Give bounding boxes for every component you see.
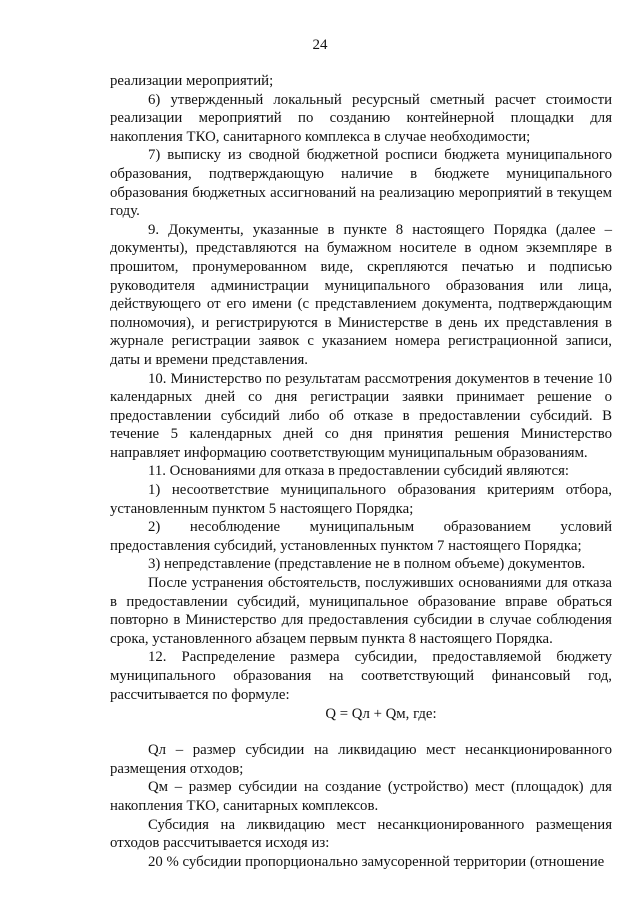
document-body (110, 72, 612, 871)
definition-qm: Qм – размер субсидии на создание (устройство) мест (площадок) для накопления ТКО, санитарных комплексов. (110, 779, 612, 814)
paragraph-item-6: 6) утвержденный локальный ресурсный сметный расчет стоимости реализации мероприятий по созданию контейнерной площадки для накопления ТКО, санитарного комплекса в случае необходимости; (110, 91, 612, 145)
paragraph-refusal-2: 2) несоблюдение муниципальным образованием условий предоставления субсидий, установленных пунктом 7 настоящего Порядка; (110, 519, 612, 554)
paragraph-section-11: 11. Основаниями для отказа в предоставлении субсидий являются: (148, 463, 570, 480)
page-number: 24 (312, 37, 328, 53)
paragraph-twenty-percent: 20 % субсидии пропорционально замусоренной территории (отношение (148, 853, 605, 870)
paragraph-reapply: После устранения обстоятельств, послуживших основаниями для отказа в предоставлении субсидий, муниципальное образование вправе обраться повторно в Министерство для предоставления субсидии в случае соблюдения срока, установленного абзацем первым пункта 8 настоящего Порядка. (110, 575, 612, 647)
definition-ql: Qл – размер субсидии на ликвидацию мест несанкционированного размещения отходов; (110, 742, 612, 777)
paragraph-refusal-3: 3) непредставление (представление не в полном объеме) документов. (148, 556, 586, 573)
paragraph-continuation: реализации мероприятий; (110, 73, 274, 89)
paragraph-item-7: 7) выписку из сводной бюджетной росписи бюджета муниципального образования, подтверждающую наличие в бюджете муниципального образования бюджетных ассигнований на реализацию мероприятий в текущем году. (110, 147, 612, 220)
paragraph-section-12: 12. Распределение размера субсидии, предоставляемой бюджету муниципального образования на соответствующий финансовый год, рассчитывается по формуле: (110, 649, 612, 703)
formula: Q = Qл + Qм, где: (325, 706, 437, 723)
paragraph-refusal-1: 1) несоответствие муниципального образования критериям отбора, установленным пунктом 5 настоящего Порядка; (110, 482, 612, 517)
paragraph-liquidation-subsidy: Субсидия на ликвидацию мест несанкционированного размещения отходов рассчитывается исходя из: (110, 816, 612, 852)
paragraph-section-9: 9. Документы, указанные в пункте 8 настоящего Порядка (далее – документы), представляются на бумажном носителе в одном экземпляре в прошитом, пронумерованном виде, скрепляются печатью и подписью руководителя администрации муниципального образования или лица, действующего от его имени (с представлением документа, подтверждающим полномочия), и регистрируются в Министерстве в день их представления в журнале регистрации заявок с указанием номера регистрационной записи, даты и времени представления. (110, 221, 612, 368)
paragraph-section-10: 10. Министерство по результатам рассмотрения документов в течение 10 календарных дней со дня регистрации заявки принимает решение о предоставлении субсидий либо об отказе в предоставлении субсидий. В течение 5 календарных дней со дня принятия решения Министерство направляет информацию соответствующим муниципальным образованиям. (110, 370, 612, 461)
